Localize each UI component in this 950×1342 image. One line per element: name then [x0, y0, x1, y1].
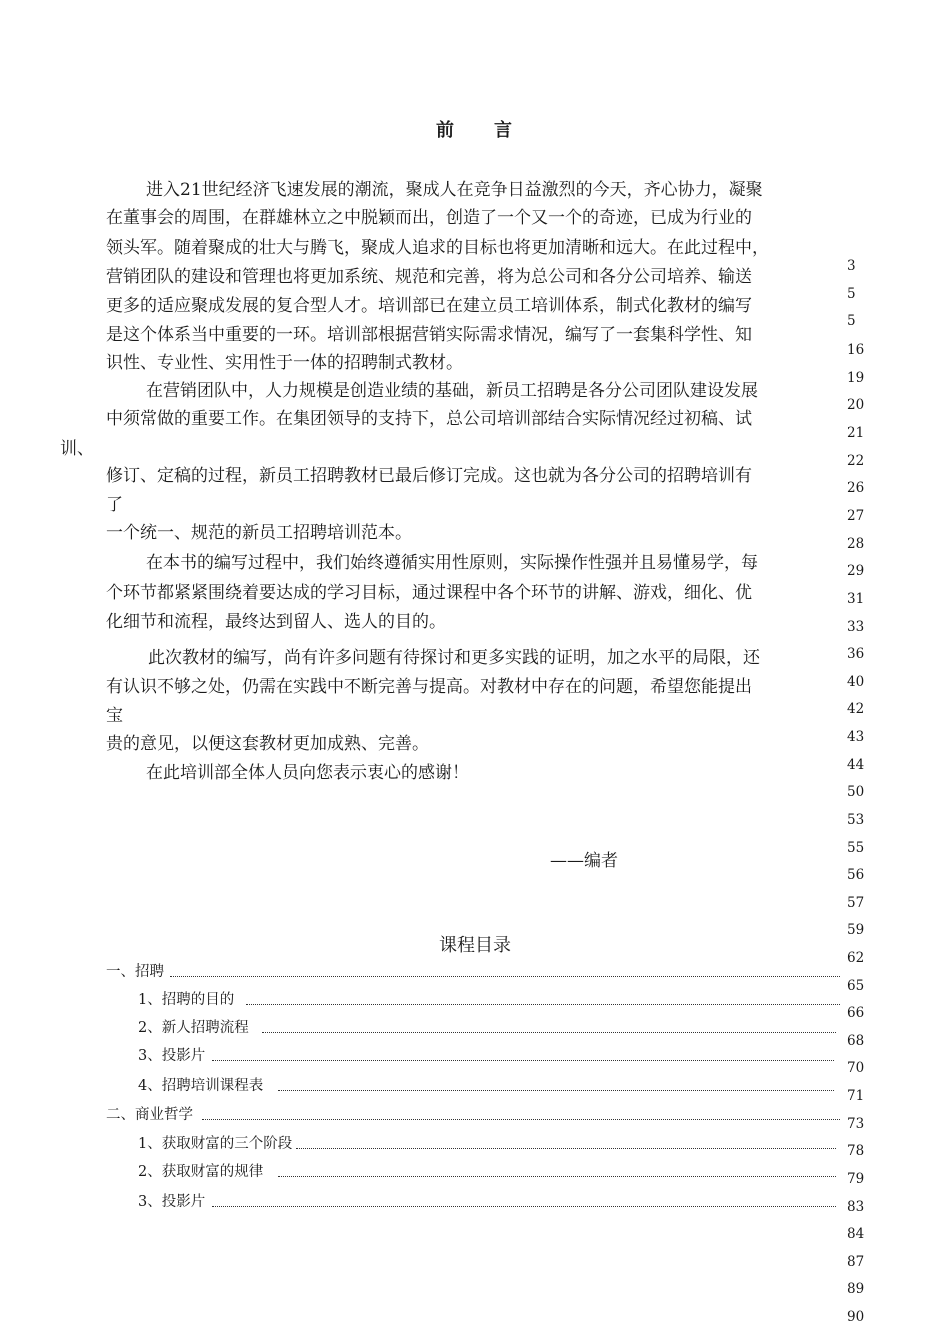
toc-entry[interactable]: 1、获取财富的三个阶段	[138, 1136, 293, 1152]
preface-line: 宝	[106, 706, 123, 726]
toc-entry[interactable]: 二、商业哲学	[106, 1107, 193, 1123]
page-number: 50	[847, 784, 865, 800]
preface-line: 一个统一、规范的新员工招聘培训范本。	[106, 523, 412, 543]
page-number: 3	[847, 258, 856, 274]
preface-line: 贵的意见，以便这套教材更加成熟、完善。	[106, 734, 429, 754]
preface-line: 了	[106, 495, 123, 515]
toc-entry[interactable]: 一、招聘	[106, 964, 164, 980]
toc-leader	[212, 1060, 834, 1061]
page-number: 40	[847, 674, 865, 690]
page-number: 73	[847, 1116, 865, 1132]
page-number: 79	[847, 1171, 865, 1187]
page-number: 87	[847, 1254, 865, 1270]
page-number: 19	[847, 370, 865, 386]
toc-leader	[296, 1148, 836, 1149]
preface-line: 训、	[60, 439, 94, 459]
page-number: 26	[847, 480, 865, 496]
preface-line: 在本书的编写过程中，我们始终遵循实用性原则，实际操作性强并且易懂易学，每	[146, 553, 758, 573]
preface-line: 化细节和流程，最终达到留人、选人的目的。	[106, 612, 446, 632]
page-number: 29	[847, 563, 865, 579]
page-number: 83	[847, 1199, 865, 1215]
page-number: 89	[847, 1281, 865, 1297]
page-number: 59	[847, 922, 865, 938]
page-number: 66	[847, 1005, 865, 1021]
preface-title: 前 言	[436, 120, 514, 141]
toc-entry[interactable]: 2、新人招聘流程	[138, 1020, 249, 1036]
preface-line: 进入21世纪经济飞速发展的潮流，聚成人在竞争日益激烈的今天，齐心协力，凝聚	[146, 180, 763, 200]
toc-entry[interactable]: 2、获取财富的规律	[138, 1164, 264, 1180]
page-number: 31	[847, 591, 865, 607]
page-number: 36	[847, 646, 865, 662]
preface-line: 此次教材的编写，尚有许多问题有待探讨和更多实践的证明，加之水平的局限，还	[148, 648, 760, 668]
page-number: 44	[847, 757, 865, 773]
page-number: 5	[847, 286, 856, 302]
preface-line: 识性、专业性、实用性于一体的招聘制式教材。	[106, 353, 463, 373]
preface-line: 修订、定稿的过程，新员工招聘教材已最后修订完成。这也就为各分公司的招聘培训有	[106, 466, 752, 486]
page-number: 53	[847, 812, 865, 828]
page-number: 28	[847, 536, 865, 552]
page-number: 57	[847, 895, 865, 911]
preface-signature: ——编者	[550, 851, 618, 871]
page-number: 20	[847, 397, 865, 413]
page-number: 62	[847, 950, 865, 966]
toc-leader	[278, 1176, 836, 1177]
preface-line: 在营销团队中，人力规模是创造业绩的基础，新员工招聘是各分公司团队建设发展	[146, 381, 758, 401]
page-number: 27	[847, 508, 865, 524]
page-number: 21	[847, 425, 865, 441]
toc-entry[interactable]: 3、投影片	[138, 1194, 206, 1210]
preface-line: 个环节都紧紧围绕着要达成的学习目标，通过课程中各个环节的讲解、游戏，细化、优	[106, 583, 752, 603]
preface-line: 营销团队的建设和管理也将更加系统、规范和完善，将为总公司和各分公司培养、输送	[106, 267, 752, 287]
page-number: 78	[847, 1143, 865, 1159]
toc-leader	[202, 1119, 840, 1120]
page-number: 22	[847, 453, 865, 469]
preface-line: 中须常做的重要工作。在集团领导的支持下，总公司培训部结合实际情况经过初稿、试	[106, 409, 752, 429]
page-number: 16	[847, 342, 865, 358]
page-number: 90	[847, 1309, 865, 1325]
preface-line: 有认识不够之处，仍需在实践中不断完善与提高。对教材中存在的问题，希望您能提出	[106, 677, 752, 697]
preface-line: 在董事会的周围，在群雄林立之中脱颖而出，创造了一个又一个的奇迹，已成为行业的	[106, 208, 752, 228]
toc-title: 课程目录	[439, 935, 511, 956]
page-number: 43	[847, 729, 865, 745]
toc-entry[interactable]: 1、招聘的目的	[138, 992, 235, 1008]
page-number: 42	[847, 701, 865, 717]
page-number: 65	[847, 978, 865, 994]
page-number: 68	[847, 1033, 865, 1049]
preface-line: 是这个体系当中重要的一环。培训部根据营销实际需求情况，编写了一套集科学性、知	[106, 325, 752, 345]
toc-leader	[212, 1206, 836, 1207]
page-number: 70	[847, 1060, 865, 1076]
toc-entry[interactable]: 3、投影片	[138, 1048, 206, 1064]
toc-leader	[170, 976, 840, 977]
page-number: 55	[847, 840, 865, 856]
toc-entry[interactable]: 4、招聘培训课程表	[138, 1078, 264, 1094]
page-number: 71	[847, 1088, 865, 1104]
toc-leader	[278, 1090, 834, 1091]
page-number: 56	[847, 867, 865, 883]
toc-leader	[262, 1032, 836, 1033]
preface-line: 更多的适应聚成发展的复合型人才。培训部已在建立员工培训体系，制式化教材的编写	[106, 296, 752, 316]
preface-line: 在此培训部全体人员向您表示衷心的感谢！	[146, 763, 469, 783]
page-number: 84	[847, 1226, 865, 1242]
preface-line: 领头军。随着聚成的壮大与腾飞，聚成人追求的目标也将更加清晰和远大。在此过程中，	[106, 238, 769, 258]
toc-leader	[246, 1004, 840, 1005]
page-number: 33	[847, 619, 865, 635]
page-number: 5	[847, 313, 856, 329]
